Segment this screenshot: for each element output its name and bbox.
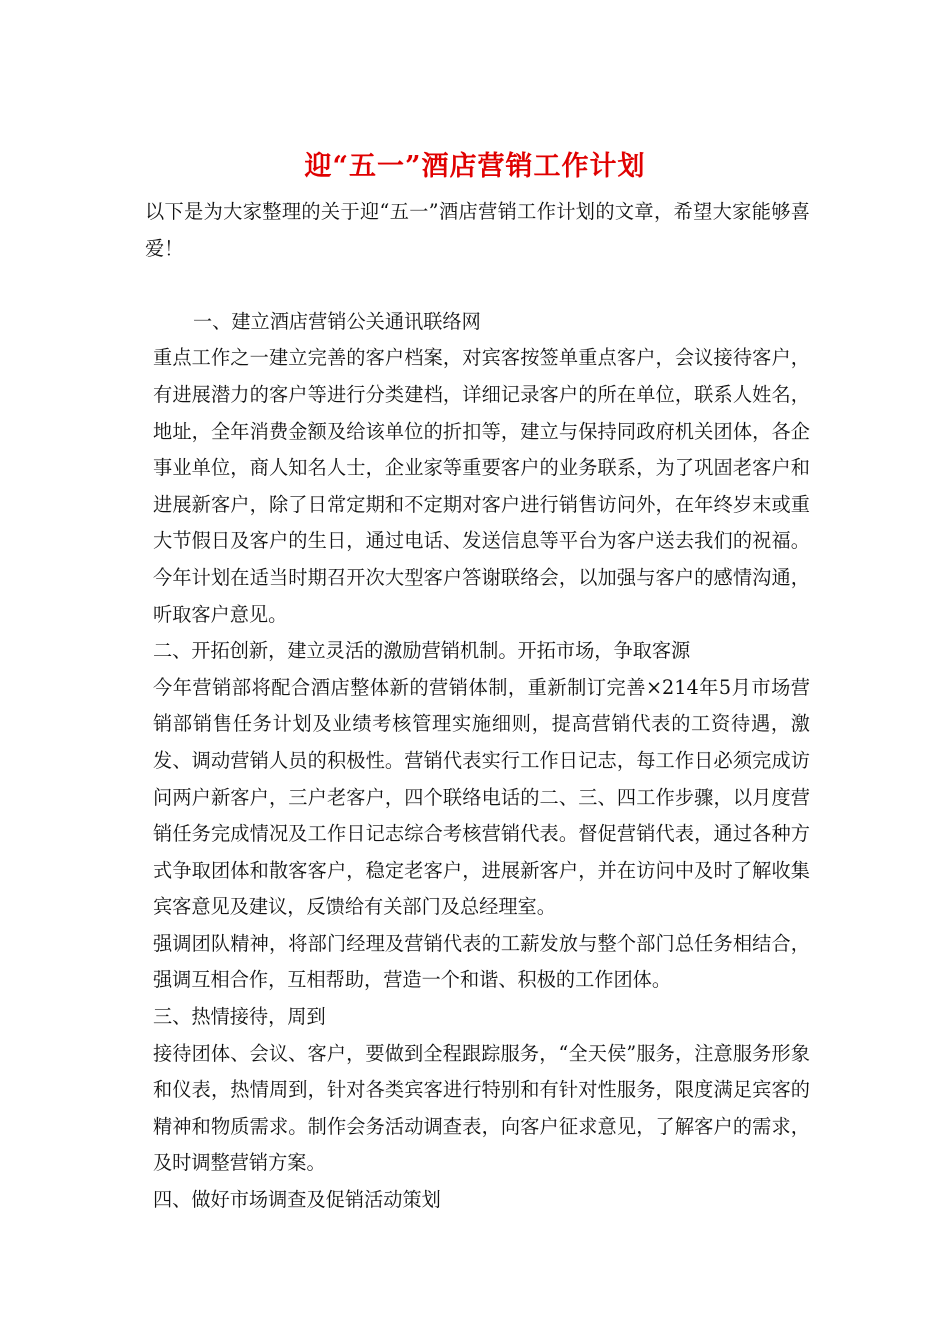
section-heading-3: 三、热情接待，周到	[153, 1005, 326, 1029]
intro-paragraph: 以下是为大家整理的关于迎“五一”酒店营销工作计划的文章，希望大家能够喜爱！	[145, 200, 810, 260]
section-heading-2: 二、开拓创新，建立灵活的激励营销机制。开拓市场，争取客源	[153, 639, 691, 663]
section-heading-1: 一、建立酒店营销公关通讯联络网	[193, 309, 481, 333]
section-paragraph-2: 今年营销部将配合酒店整体新的营销体制，重新制订完善×214年5月市场营销部销售任务计划及业绩考核管理实施细则，提高营销代表的工资待遇，激发、调动营销人员的积极性。营销代表实行工作日记志，每工作日必须完成访问两户新客户，三户老客户，四个联络电话的二、三、四工作步骤，以月度营销任务完成情况及工作日记志综合考核营销代表。督促营销代表，通过各种方式争取团体和散客客户，稳定老客户，进展新客户，并在访问中及时了解收集宾客意见及建议，反馈给有关部门及总经理室。	[153, 675, 810, 919]
document-body	[145, 194, 810, 1219]
section-paragraph-1: 重点工作之一建立完善的客户档案，对宾客按签单重点客户，会议接待客户，有进展潜力的客户等进行分类建档，详细记录客户的所在单位，联系人姓名，地址，全年消费金额及给该单位的折扣等，建立与保持同政府机关团体，各企事业单位，商人知名人士，企业家等重要客户的业务联系，为了巩固老客户和进展新客户，除了日常定期和不定期对客户进行销售访问外，在年终岁末或重大节假日及客户的生日，通过电话、发送信息等平台为客户送去我们的祝福。今年计划在适当时期召开次大型客户答谢联络会，以加强与客户的感情沟通，听取客户意见。	[153, 346, 810, 626]
section-paragraph-3: 强调团队精神，将部门经理及营销代表的工薪发放与整个部门总任务相结合，强调互相合作，互相帮助，营造一个和谐、积极的工作团体。	[153, 931, 810, 992]
section-paragraph-4: 接待团体、会议、客户，要做到全程跟踪服务，“全天侯”服务，注意服务形象和仪表，热情周到，针对各类宾客进行特别和有针对性服务，限度满足宾客的精神和物质需求。制作会务活动调查表，向客户征求意见，了解客户的需求，及时调整营销方案。	[153, 1041, 810, 1175]
section-heading-4: 四、做好市场调查及促销活动策划	[153, 1188, 441, 1212]
blank-line	[145, 267, 810, 304]
document-title: 迎“五一”酒店营销工作计划	[304, 151, 646, 182]
